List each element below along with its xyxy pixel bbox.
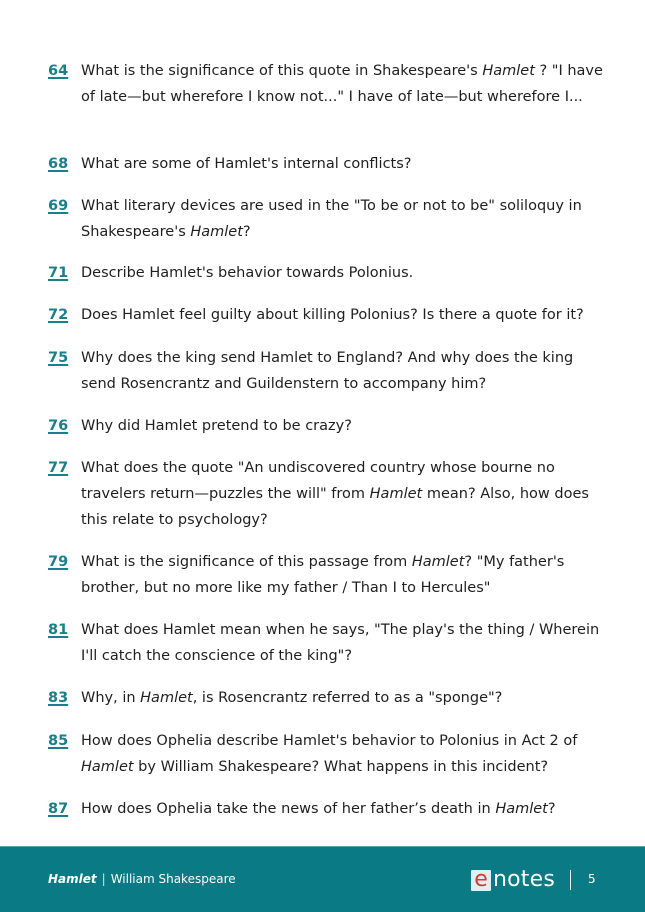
question-link[interactable]: 77: [48, 460, 69, 476]
work-title: Hamlet: [81, 759, 134, 775]
question-link[interactable]: 85: [48, 733, 69, 749]
question-link[interactable]: 72: [48, 307, 69, 323]
question-link[interactable]: 83: [48, 690, 69, 706]
enotes-logo[interactable]: [471, 868, 555, 892]
question-text: What are some of Hamlet's internal conflicts?: [81, 156, 412, 172]
question-link[interactable]: 71: [48, 265, 69, 281]
list-item: [48, 796, 608, 822]
list-item: [48, 617, 608, 669]
question-text: Why did Hamlet pretend to be crazy?: [81, 418, 352, 434]
page-number: 5: [588, 872, 596, 886]
work-title: Hamlet: [369, 486, 423, 502]
question-link[interactable]: 87: [48, 801, 69, 817]
list-item: [48, 58, 608, 110]
work-title: Hamlet: [411, 554, 465, 570]
work-title: Hamlet: [190, 224, 243, 240]
question-text: How does Ophelia describe Hamlet's behavior to Polonius in Act 2 of Hamlet by William Shakespeare? What happens in this incident?: [81, 733, 578, 775]
footer-separator: |: [101, 872, 106, 886]
work-title: Hamlet: [482, 63, 535, 79]
enotes-logo-text: notes: [493, 867, 556, 892]
list-item: [48, 193, 608, 245]
question-link[interactable]: 68: [48, 156, 69, 172]
page-footer: [0, 846, 645, 912]
question-text: What does Hamlet mean when he says, "The play's the thing / Wherein I'll catch the conscience of the king"?: [81, 622, 600, 664]
list-item: [48, 413, 608, 439]
list-item: [48, 549, 608, 601]
list-item: [48, 151, 608, 177]
footer-title: [48, 872, 236, 886]
question-text: Why does the king send Hamlet to England? And why does the king send Rosencrantz and Guildenstern to accompany him?: [81, 350, 574, 392]
question-link[interactable]: 69: [48, 198, 69, 214]
list-item: [48, 345, 608, 397]
book-title: Hamlet: [48, 872, 97, 886]
author-name: William Shakespeare: [110, 872, 236, 886]
list-item: [48, 455, 608, 533]
question-text: Describe Hamlet's behavior towards Polonius.: [81, 265, 414, 281]
list-item: [48, 728, 608, 780]
work-title: Hamlet: [495, 801, 548, 817]
question-text: What does the quote "An undiscovered country whose bourne no travelers return—puzzles the will" from Hamlet mean? Also, how does this relate to psychology?: [81, 460, 589, 528]
question-text: What is the significance of this quote in Shakespeare's Hamlet ? "I have of late—but wherefore I know not..." I have of late—but wherefore I...: [81, 63, 603, 105]
question-link[interactable]: 81: [48, 622, 69, 638]
work-title: Hamlet: [140, 690, 193, 706]
question-link[interactable]: 75: [48, 350, 69, 366]
question-text: What literary devices are used in the "To be or not to be" soliloquy in Shakespeare's Hamlet?: [81, 198, 582, 240]
list-item: [48, 685, 608, 711]
question-text: Does Hamlet feel guilty about killing Polonius? Is there a quote for it?: [81, 307, 584, 323]
question-text: How does Ophelia take the news of her father’s death in Hamlet?: [81, 801, 556, 817]
question-text: What is the significance of this passage from Hamlet? "My father's brother, but no more like my father / Than I to Hercules": [81, 554, 565, 596]
question-link[interactable]: 76: [48, 418, 69, 434]
list-item: [48, 260, 608, 286]
question-link[interactable]: 64: [48, 63, 69, 79]
list-item: [48, 302, 608, 328]
enotes-logo-e-icon: e: [471, 870, 491, 891]
question-link[interactable]: 79: [48, 554, 69, 570]
footer-divider: [570, 870, 571, 890]
question-text: Why, in Hamlet, is Rosencrantz referred to as a "sponge"?: [81, 690, 503, 706]
